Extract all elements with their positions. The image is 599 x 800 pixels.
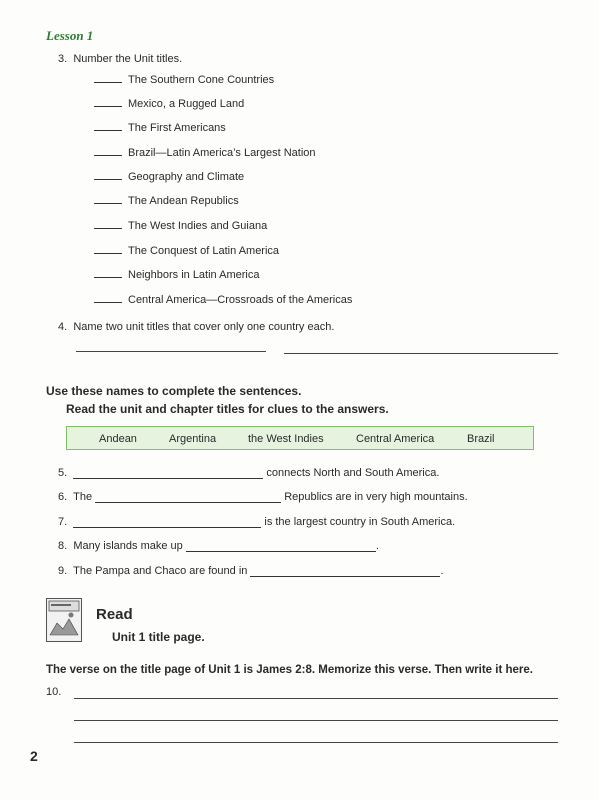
unit-title-text: Geography and Climate xyxy=(128,171,245,183)
answer-line[interactable] xyxy=(74,742,558,743)
question-3 xyxy=(58,53,182,65)
sentence-6 xyxy=(58,491,468,503)
sentence-9 xyxy=(58,565,444,577)
answer-line[interactable] xyxy=(74,720,558,721)
unit-title-item xyxy=(94,269,259,281)
lesson-heading: Lesson 1 xyxy=(46,28,94,43)
unit-title-item xyxy=(94,195,239,207)
unit-title-item xyxy=(94,245,279,257)
unit-title-text: The Southern Cone Countries xyxy=(128,74,275,86)
answer-blank[interactable] xyxy=(94,155,122,156)
sentence-7 xyxy=(58,516,455,528)
sentence-5 xyxy=(58,467,439,479)
answer-blank[interactable] xyxy=(73,527,261,528)
answer-blank[interactable] xyxy=(94,277,122,278)
question-4 xyxy=(58,321,334,333)
sentence-text: The Pampa and Chaco are found in xyxy=(73,565,248,577)
answer-blank[interactable] xyxy=(94,106,122,107)
unit-title-text: Mexico, a Rugged Land xyxy=(128,98,245,110)
answer-blank[interactable] xyxy=(94,228,122,229)
page-number: 2 xyxy=(30,748,38,764)
question-number: 9. xyxy=(58,565,68,577)
answer-blank[interactable] xyxy=(73,478,263,479)
unit-title-item xyxy=(94,74,274,86)
unit-title-item xyxy=(94,294,352,306)
unit-title-text: The Conquest of Latin America xyxy=(128,245,280,257)
word-bank-item: the West Indies xyxy=(248,433,324,445)
word-bank-item: Argentina xyxy=(169,433,217,445)
answer-line[interactable] xyxy=(284,353,558,354)
question-number: 5. xyxy=(58,467,68,479)
sentence-text: is the largest country in South America. xyxy=(264,516,456,528)
instruction-line-2: Read the unit and chapter titles for clues to the answers. xyxy=(66,402,389,416)
answer-blank[interactable] xyxy=(94,203,122,204)
book-cover-icon xyxy=(47,599,81,641)
answer-blank[interactable] xyxy=(95,502,281,503)
question-number: 8. xyxy=(58,540,68,552)
instruction-line-1: Use these names to complete the sentences. xyxy=(46,384,302,398)
unit-title-item xyxy=(94,220,267,232)
answer-blank[interactable] xyxy=(94,253,122,254)
unit-title-item xyxy=(94,98,244,110)
question-number: 7. xyxy=(58,516,68,528)
read-heading: Read xyxy=(96,606,133,623)
answer-blank[interactable] xyxy=(250,576,440,577)
word-bank-item: Brazil xyxy=(467,433,495,445)
answer-blank[interactable] xyxy=(94,82,122,83)
sentence-text: Republics are in very high mountains. xyxy=(284,491,468,503)
unit-title-text: Brazil—Latin America’s Largest Nation xyxy=(128,147,316,159)
answer-blank[interactable] xyxy=(94,179,122,180)
verse-instruction: The verse on the title page of Unit 1 is James 2:8. Memorize this verse. Then write it here. xyxy=(46,664,533,676)
sentence-text: Many islands make up xyxy=(73,540,183,552)
question-10-number: 10. xyxy=(46,686,62,698)
answer-blank[interactable] xyxy=(94,130,122,131)
word-bank-item: Andean xyxy=(99,433,137,445)
unit-title-text: The First Americans xyxy=(128,122,226,134)
sentence-text: connects North and South America. xyxy=(266,467,440,479)
unit-title-item xyxy=(94,171,244,183)
sentence-8 xyxy=(58,540,379,552)
word-bank xyxy=(66,426,534,450)
question-number: 4. xyxy=(58,321,68,333)
sentence-text: The xyxy=(73,491,93,503)
unit-title-item xyxy=(94,147,316,159)
question-prompt: Number the Unit titles. xyxy=(73,53,183,65)
sentence-text: . xyxy=(440,565,444,577)
question-prompt: Name two unit titles that cover only one country each. xyxy=(73,321,335,333)
unit-title-item xyxy=(94,122,226,134)
answer-line[interactable] xyxy=(76,351,266,352)
question-number: 3. xyxy=(58,53,68,65)
book-icon xyxy=(46,598,82,642)
answer-blank[interactable] xyxy=(186,551,376,552)
unit-title-text: Neighbors in Latin America xyxy=(128,269,260,281)
read-subtitle: Unit 1 title page. xyxy=(112,630,205,644)
answer-blank[interactable] xyxy=(94,302,122,303)
answer-line[interactable] xyxy=(74,698,558,699)
word-bank-item: Central America xyxy=(356,433,435,445)
sentence-text: . xyxy=(375,540,379,552)
unit-title-text: The Andean Republics xyxy=(128,195,239,207)
unit-title-text: The West Indies and Guiana xyxy=(128,220,268,232)
question-number: 6. xyxy=(58,491,68,503)
unit-title-text: Central America—Crossroads of the Americas xyxy=(128,294,353,306)
